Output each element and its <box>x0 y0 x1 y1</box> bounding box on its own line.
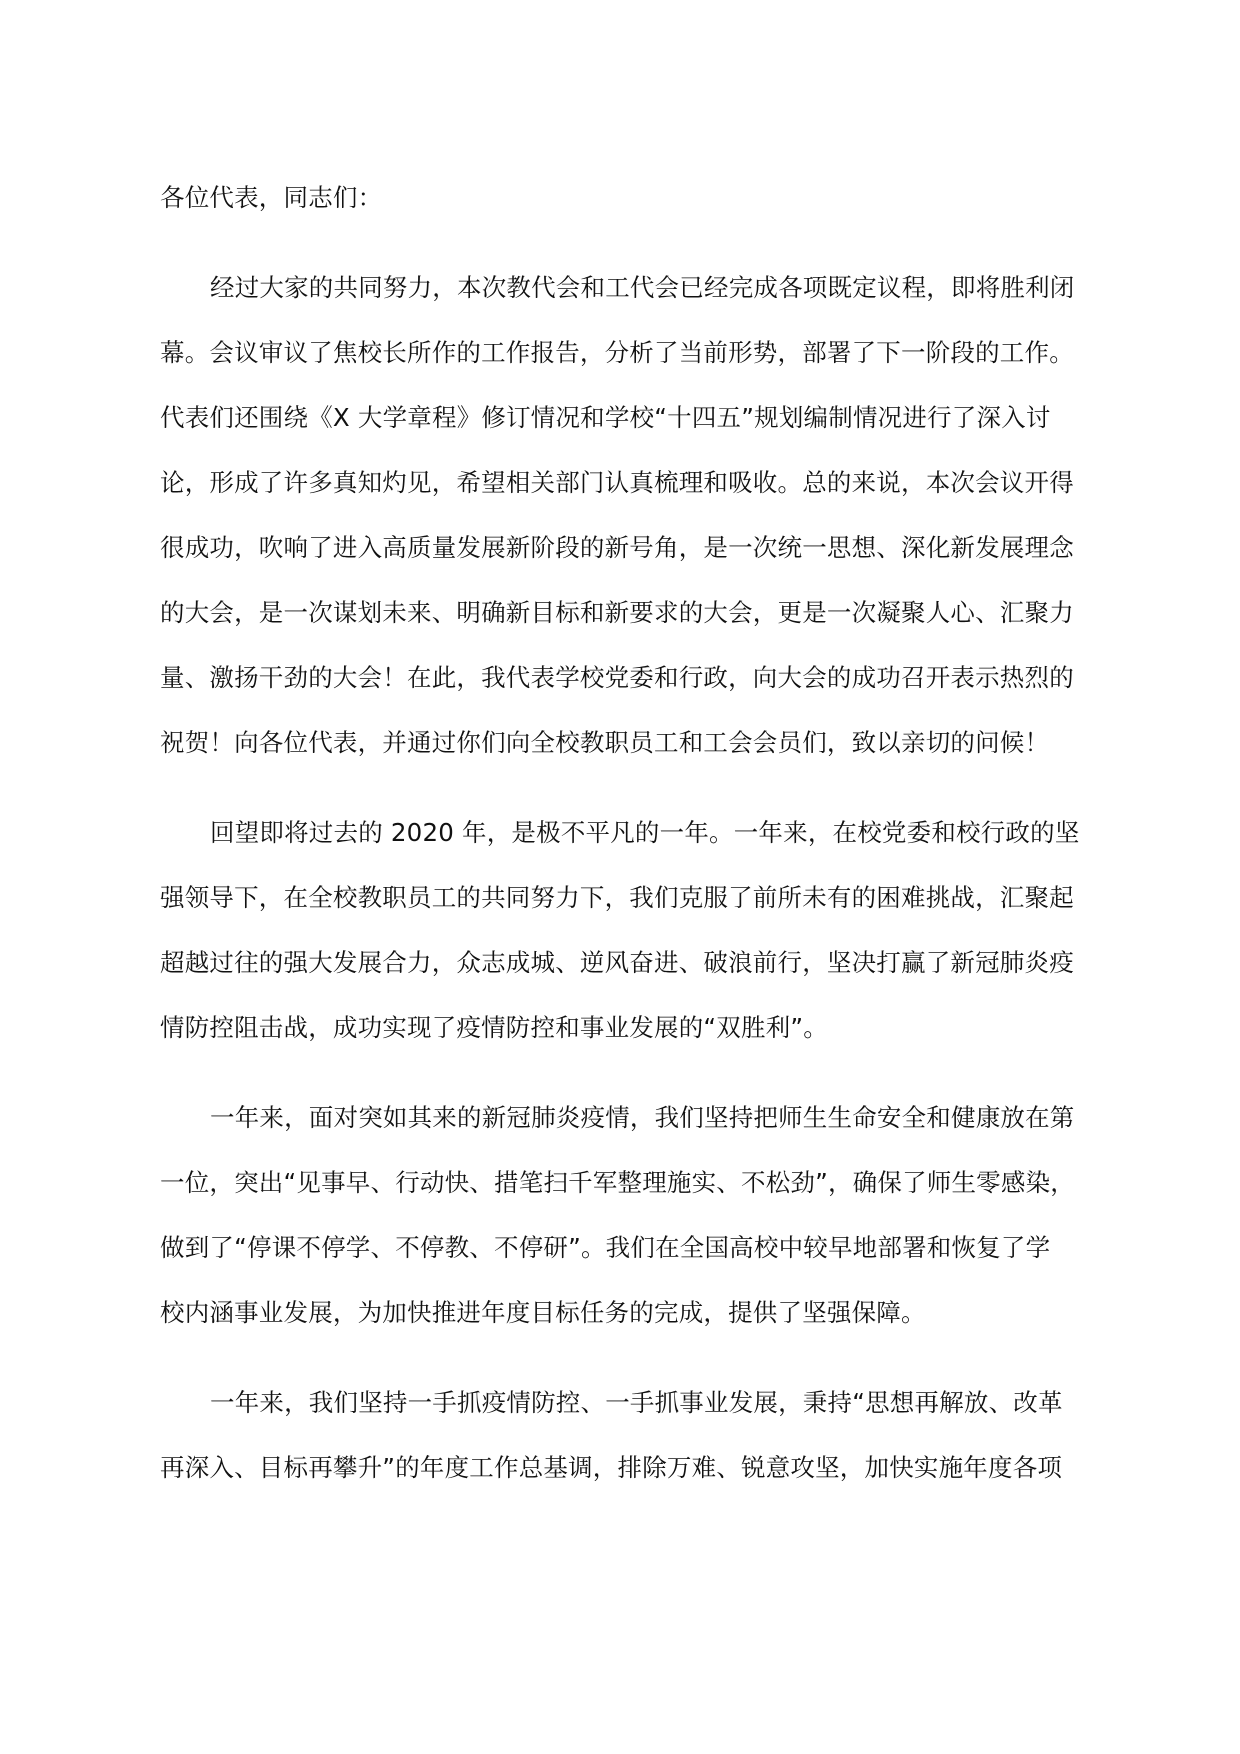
paragraph-line: 回望即将过去的 2020 年，是极不平凡的一年。一年来，在校党委和校行政的坚 <box>210 818 1080 847</box>
paragraph-line: 经过大家的共同努力，本次教代会和工代会已经完成各项既定议程，即将胜利闭 <box>210 273 1075 302</box>
paragraph-line: 再深入、目标再攀升”的年度工作总基调，排除万难、锐意攻坚，加快实施年度各项 <box>160 1453 1063 1482</box>
paragraph-line: 一位，突出“见事早、行动快、措笔扫千军整理施实、不松劲”，确保了师生零感染， <box>160 1168 1075 1197</box>
paragraph-line: 一年来，面对突如其来的新冠肺炎疫情，我们坚持把师生生命安全和健康放在第 <box>210 1103 1075 1132</box>
paragraph-line: 论，形成了许多真知灼见，希望相关部门认真梳理和吸收。总的来说，本次会议开得 <box>160 468 1074 497</box>
paragraph-line: 超越过往的强大发展合力，众志成城、逆风奋进、破浪前行，坚决打赢了新冠肺炎疫 <box>160 948 1074 977</box>
paragraph-line: 量、激扬干劲的大会！在此，我代表学校党委和行政，向大会的成功召开表示热烈的 <box>160 663 1074 692</box>
paragraph-line: 幕。会议审议了焦校长所作的工作报告，分析了当前形势，部署了下一阶段的工作。 <box>160 338 1074 367</box>
paragraph-line: 的大会，是一次谋划未来、明确新目标和新要求的大会，更是一次凝聚人心、汇聚力 <box>160 598 1074 627</box>
paragraph-line: 代表们还围绕《X 大学章程》修订情况和学校“十四五”规划编制情况进行了深入讨 <box>160 403 1051 432</box>
paragraph-line: 一年来，我们坚持一手抓疫情防控、一手抓事业发展，秉持“思想再解放、改革 <box>210 1388 1063 1417</box>
paragraph-line: 很成功，吹响了进入高质量发展新阶段的新号角，是一次统一思想、深化新发展理念 <box>160 533 1074 562</box>
paragraph-line: 做到了“停课不停学、不停教、不停研”。我们在全国高校中较早地部署和恢复了学 <box>160 1233 1051 1262</box>
paragraph-line: 情防控阻击战，成功实现了疫情防控和事业发展的“双胜利”。 <box>160 1013 828 1042</box>
paragraph-line: 强领导下，在全校教职员工的共同努力下，我们克服了前所未有的困难挑战，汇聚起 <box>160 883 1074 912</box>
paragraph-line: 校内涵事业发展，为加快推进年度目标任务的完成，提供了坚强保障。 <box>160 1298 926 1327</box>
salutation: 各位代表，同志们： <box>160 183 383 212</box>
paragraph-line: 祝贺！向各位代表，并通过你们向全校教职员工和工会会员们，致以亲切的问候！ <box>160 728 1050 757</box>
